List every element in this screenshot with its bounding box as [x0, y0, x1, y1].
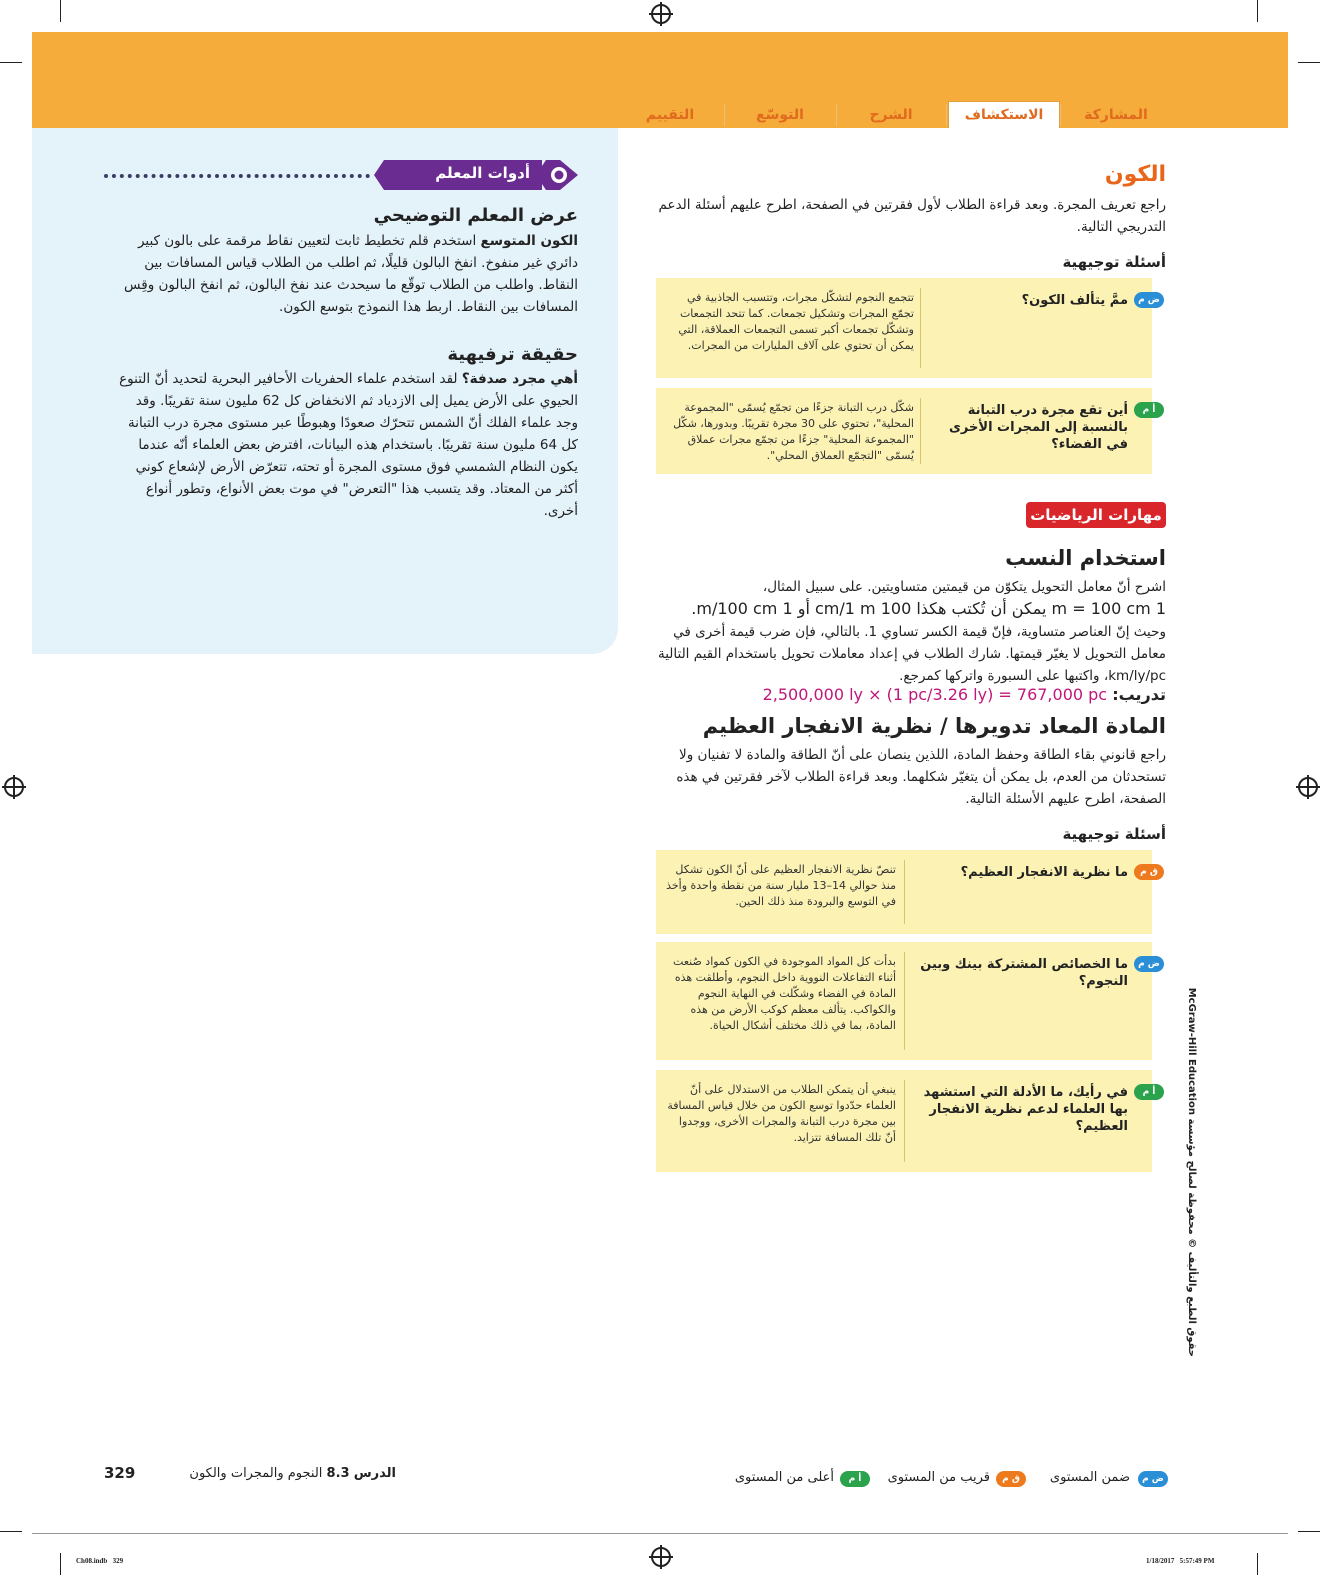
tab-explore[interactable]: الاستكشاف: [948, 101, 1060, 128]
crop-mark: [1298, 62, 1320, 63]
lesson-footer: [150, 1466, 396, 1481]
demo-paragraph: [110, 230, 578, 318]
answer-text: ينبغي أن يتمكن الطلاب من الاستدلال على أنّ العلماء حدّدوا توسع الكون من خلال قياس المسافة بين مجرة درب التبانة والمجرات الأخرى، ووجدوا أنّ تلك المسافة تتزايد.: [667, 1083, 896, 1144]
crop-mark: [1298, 1531, 1320, 1532]
crop-mark: [0, 1531, 22, 1532]
near-level-badge: ق م: [996, 1471, 1026, 1487]
ratios-line-1: اشرح أنّ معامل التحويل يتكوّن من قيمتين متساويتين. على سبيل المثال،: [762, 579, 1166, 595]
lesson-number: 8.3: [326, 1466, 350, 1481]
tab-evaluate[interactable]: التقييم: [645, 107, 695, 123]
registration-mark-icon: [651, 1547, 671, 1567]
tab-separator: [724, 104, 725, 126]
question-text: أين تقع مجرة درب التبانة بالنسبة إلى المجرات الأخرى في الفضاء؟: [949, 403, 1128, 452]
crop-mark: [1257, 0, 1258, 22]
question-text: في رأيك، ما الأدلة التي استشهد بها العلماء لدعم نظرية الانفجار العظيم؟: [923, 1085, 1128, 1134]
practice-label: تدريب:: [1112, 685, 1166, 704]
header-banner: [32, 32, 1288, 102]
lesson-label: الدرس: [353, 1466, 396, 1481]
fun-fact-paragraph: [110, 368, 578, 522]
answer-text: شكّل درب التبانة جزءًا من تجمّع يُسمّى "المجموعة المحلية"، تحتوي على 30 مجرة تقريبًا. وبدورها، شكّل "المجموعة المحلية" جزءًا من تجمّع مجرات عملاق يُسمّى "التجمّع العملاق المحلي".: [673, 401, 914, 462]
dotted-rule: [104, 174, 370, 178]
guiding-questions-label: أسئلة توجيهية: [1062, 825, 1166, 843]
fun-fact-lead: أهي مجرد صدفة؟: [461, 371, 578, 387]
tab-separator: [836, 104, 837, 126]
slug-file: Ch08.indb 329: [76, 1557, 124, 1565]
question-box: [656, 850, 1158, 934]
on-level-badge: ض م: [1134, 956, 1164, 972]
registration-mark-icon: [1298, 777, 1318, 797]
guiding-questions-label: أسئلة توجيهية: [1062, 253, 1166, 271]
practice-line: [660, 684, 1166, 706]
registration-mark-icon: [4, 777, 24, 797]
on-level-badge: ض م: [1138, 1471, 1168, 1487]
question-box: [656, 942, 1160, 1060]
on-level-badge: ض م: [1134, 292, 1164, 308]
slug-date: 1/18/2017 5:57:49 PM: [1146, 1557, 1215, 1565]
question-text: ما الخصائص المشتركة بينك وبين النجوم؟: [920, 957, 1128, 989]
tab-explain[interactable]: الشرح: [869, 107, 913, 123]
tab-separator: [946, 104, 947, 126]
answer-text: تتجمع النجوم لتشكّل مجرات، وتتسبب الجاذبية في تجمّع المجرات وتشكيل تجمعات. كما تتحد التجمعات وتشكّل تجمعات أكبر تسمى التجمعات العملاقة، التي يمكن أن تحتوي على آلاف المليارات من المجرات.: [678, 291, 914, 352]
answer-text: تنصّ نظرية الانفجار العظيم على أنّ الكون تشكل منذ حوالي 14–13 مليار سنة من نقطة واحدة وأخذ في التوسع والبرودة منذ ذلك الحين.: [666, 863, 896, 908]
above-level-badge: أ م: [1134, 402, 1164, 418]
crop-mark: [60, 1553, 61, 1575]
ratios-paragraph: وحيث إنّ العناصر متساوية، فإنّ قيمة الكسر تساوي 1. بالتالي، فإن ضرب قيمة أخرى في معامل التحويل لا يغيّر قيمتها. شارك الطلاب في إعداد معاملات تحويل باستخدام القيم التالية km/ly/pc، واكتبها على السبورة واتركها كمرجع.: [657, 624, 1166, 684]
question-divider: [904, 1080, 905, 1162]
crop-mark: [60, 0, 61, 22]
teacher-tools-label: أدوات المعلم: [435, 164, 530, 182]
demo-lead: الكون المتوسع: [480, 233, 578, 249]
ratios-title: استخدام النسب: [1005, 546, 1166, 570]
question-divider: [904, 952, 905, 1050]
tab-separator: [1060, 104, 1061, 126]
demo-body: استخدم قلم تخطيط ثابت لتعيين نقاط مرقمة على بالون كبير دائري غير منفوخ. انفخ البالون قليلًا، ثم اطلب من الطلاب قياس المسافات بين النقاط. واطلب من الطلاب توقّع ما سيحدث عند نفخ البالون، ثم انفخ البالون وقِس المسافات بين النقاط. اربط هذا النموذج بتوسع الكون.: [124, 233, 578, 315]
answer-text: بدأت كل المواد الموجودة في الكون كمواد صُنعت أثناء التفاعلات النووية داخل النجوم، وأطلقت هذه المادة في الفضاء وشكّلت في النهاية النجوم والكواكب. يتألف معظم كوكب الأرض من هذه المادة، بما في ذلك مختلف أشكال الحياة.: [673, 955, 896, 1032]
tab-engage[interactable]: المشاركة: [1084, 107, 1148, 123]
tab-elaborate[interactable]: التوسّع: [756, 107, 804, 123]
legend-on-level: ضمن المستوى: [1049, 1470, 1130, 1485]
crop-mark: [1257, 1553, 1258, 1575]
ratios-line-2: 1 m = 100 cm يمكن أن تُكتب هكذا 100 cm/1 m أو 1 m/100 cm.: [691, 599, 1166, 618]
legend-near-level: قريب من المستوى: [887, 1470, 990, 1485]
question-box: [656, 278, 1160, 378]
legend-above-level: أعلى من المستوى: [734, 1470, 834, 1485]
big-bang-title: المادة المعاد تدويرها / نظرية الانفجار العظيم: [702, 714, 1166, 738]
practice-equation: 2,500,000 ly × (1 pc/3.26 ly) = 767,000 pc: [762, 685, 1108, 704]
copyright-vertical: حقوق الطبع والتأليف © محفوظة لصالح مؤسسة McGraw-Hill Education: [1186, 987, 1197, 1357]
above-level-badge: أ م: [840, 1471, 870, 1487]
near-level-badge: ق م: [1134, 864, 1164, 880]
question-text: ممَّ يتألف الكون؟: [1021, 293, 1128, 308]
bottom-rule: [32, 1533, 1288, 1534]
registration-mark-icon: [651, 4, 671, 24]
fun-fact-title: حقيقة ترفيهية: [447, 344, 578, 365]
question-box: [656, 388, 1156, 474]
math-skills-tag: مهارات الرياضيات: [1026, 502, 1166, 528]
question-divider: [920, 398, 921, 464]
fun-fact-body: لقد استخدم علماء الحفريات الأحافير البحرية لتحديد أنّ التنوع الحيوي على الأرض يميل إلى الازدياد ثم الانخفاض كل 62 مليون سنة تقريبًا. وقد وجد علماء الفلك أنّ الشمس تتحرّك صعودًا وهبوطًا عبر مستوى مجرة درب التبانة كل 64 مليون سنة تقريبًا. باستخدام هذه البيانات، افترض بعض العلماء أنّه عندما يكون النظام الشمسي فوق مستوى المجرة أو تحته، تتعرّض الأرض لإشعاع كوني أكثر من المعتاد. وقد يتسبب هذا "التعرض" في موت بعض الأنواع، وتطور أنواع أخرى.: [119, 371, 578, 519]
page-number: 329: [104, 1464, 136, 1482]
question-text: ما نظرية الانفجار العظيم؟: [960, 865, 1128, 880]
universe-intro: راجع تعريف المجرة. وبعد قراءة الطلاب لأول فقرتين في الصفحة، اطرح عليهم أسئلة الدعم التدريجي التالية.: [658, 197, 1166, 235]
crop-mark: [0, 62, 22, 63]
lesson-title: النجوم والمجرات والكون: [189, 1466, 323, 1481]
demo-title: عرض المعلم التوضيحي: [373, 205, 578, 226]
question-divider: [920, 288, 921, 368]
question-box: [656, 1070, 1156, 1172]
big-bang-intro: راجع قانوني بقاء الطاقة وحفظ المادة، اللذين ينصان على أنّ الطاقة والمادة لا تفنيان ولا تستحدثان من العدم، بل يمكن أن يتغيّر شكلهما. وبعد قراءة الطلاب لآخر فقرتين في هذه الصفحة، اطرح عليهم الأسئلة التالية.: [676, 747, 1166, 807]
question-divider: [904, 860, 905, 924]
above-level-badge: أ م: [1134, 1084, 1164, 1100]
universe-title: الكون: [1104, 162, 1166, 187]
